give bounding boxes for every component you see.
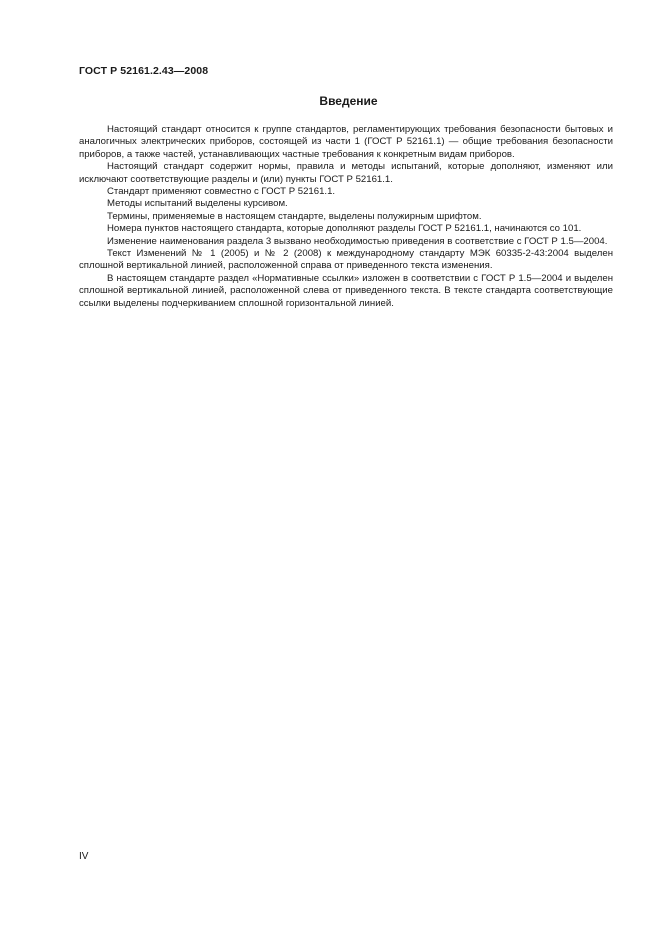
paragraph: Стандарт применяют совместно с ГОСТ Р 52161.1. xyxy=(107,186,336,198)
section-title: Введение xyxy=(319,94,378,108)
paragraph: В настоящем стандарте раздел «Нормативные ссылки» изложен в соответствии с ГОСТ Р 1.5—2004 и выделен сплошной вертикальной линией, расположенной слева от приведенного текста. В тексте стандарта соответствующие ссылки выделены подчеркиванием сплошной горизонтальной линией. xyxy=(79,272,613,309)
paragraph: Методы испытаний выделены курсивом. xyxy=(107,198,288,210)
page-number: IV xyxy=(79,851,89,862)
document-code: ГОСТ Р 52161.2.43—2008 xyxy=(79,65,209,77)
section-body xyxy=(79,124,613,310)
paragraph: Термины, применяемые в настоящем стандарте, выделены полужирным шрифтом. xyxy=(107,210,482,222)
paragraph: Текст Изменений № 1 (2005) и № 2 (2008) к международному стандарту МЭК 60335-2-43:2004 выделен сплошной вертикальной линией, расположенной справа от приведенного текста изменения. xyxy=(79,248,613,272)
paragraph: Изменение наименования раздела 3 вызвано необходимостью приведения в соответствие с ГОСТ Р 1.5—2004. xyxy=(107,235,608,247)
paragraph: Настоящий стандарт относится к группе стандартов, регламентирующих требования безопасности бытовых и аналогичных электрических приборов, состоящей из части 1 (ГОСТ Р 52161.1) — общие требования безопасности приборов, а также частей, устанавливающих частные требования к конкретным видам приборов. xyxy=(79,124,613,160)
paragraph: Номера пунктов настоящего стандарта, которые дополняют разделы ГОСТ Р 52161.1, начинаются со 101. xyxy=(107,223,582,235)
paragraph: Настоящий стандарт содержит нормы, правила и методы испытаний, которые дополняют, изменяют или исключают соответствующие разделы и (или) пункты ГОСТ Р 52161.1. xyxy=(79,161,613,185)
